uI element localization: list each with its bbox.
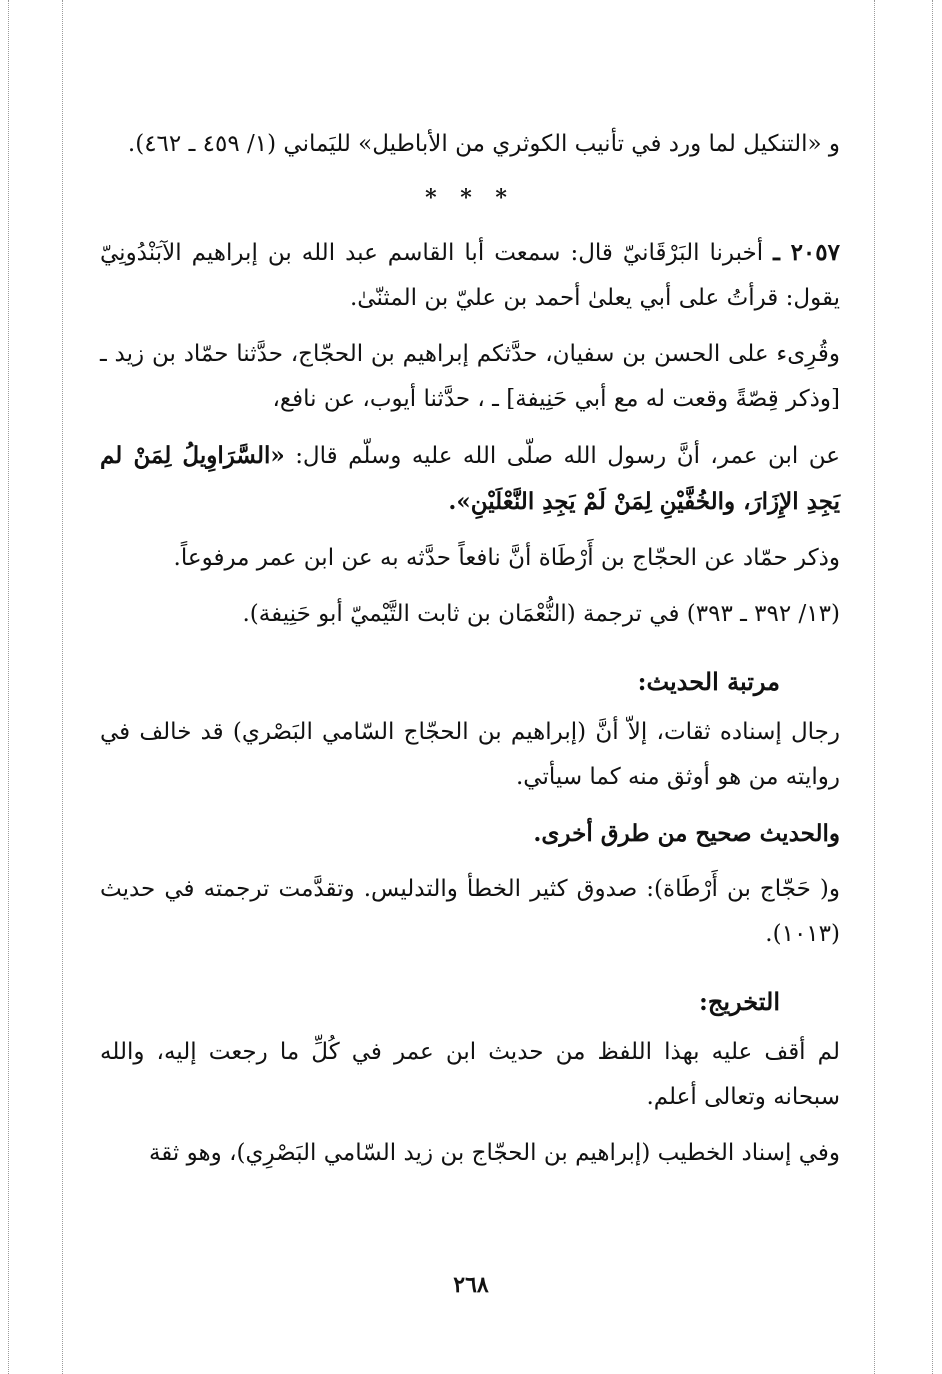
- inner-right-rule: [874, 0, 875, 1374]
- body-text: [100, 122, 840, 1187]
- hadith-isnad: أخبرنا البَرْقَانيّ قال: سمعت أبا القاسم عبد الله بن إبراهيم الآبَنْدُونِيّ يقول: قرأتُ على أبي يعلىٰ أحمد بن عليّ بن المثنّىٰ.: [100, 240, 840, 311]
- hadith-number: ٢٠٥٧ ـ: [773, 239, 840, 266]
- heading-hadith-grade: مرتبة الحديث:: [637, 667, 780, 696]
- paragraph-5: وذكر حمّاد عن الحجّاج بن أَرْطَاة أنَّ نافعاً حدَّثه به عن ابن عمر مرفوعاً.: [173, 545, 840, 571]
- paragraph-9: و( حَجّاج بن أَرْطَاة): صدوق كثير الخطأ والتدليس. وتقدَّمت ترجمته في حديث (١٠١٣).: [100, 876, 840, 947]
- page-number: ٢٦٨: [453, 1272, 489, 1298]
- paragraph-6: (١٣/ ٣٩٢ ـ ٣٩٣) في ترجمة (النُّعْمَان بن ثابت التَّيْميّ أبو حَنِيفة).: [242, 601, 840, 627]
- heading-takhrij: التخريج:: [699, 987, 780, 1016]
- paragraph-10: لم أقف عليه بهذا اللفظ من حديث ابن عمر في كُلِّ ما رجعت إليه، والله سبحانه وتعالى أعلم.: [100, 1039, 840, 1110]
- paragraph-11: وفي إسناد الخطيب (إبراهيم بن الحجّاج بن زيد السّامي البَصْرِي)، وهو ثقة: [148, 1140, 840, 1166]
- hadith-text: «السَّرَاوِيلُ لِمَنْ لم يَجِدِ الإِزَارَ، والخُفَّيْنِ لِمَنْ لَمْ يَجِدِ النَّعْلَيْنِ».: [100, 442, 840, 515]
- paragraph-1: و «التنكيل لما ورد في تأنيب الكوثري من الأباطيل» لليَماني (١/ ٤٥٩ ـ ٤٦٢).: [127, 131, 840, 157]
- paragraph-8: والحديث صحيح من طرق أخرى.: [533, 820, 840, 847]
- paragraph-4: [100, 433, 840, 525]
- hadith-intro: عن ابن عمر، أنَّ رسول الله صلّى الله عليه وسلّم قال:: [295, 443, 840, 469]
- right-margin-rule: [932, 0, 933, 1374]
- paragraph-3: وقُرِىء على الحسن بن سفيان، حدَّثكم إبراهيم بن الحجّاج، حدَّثنا حمّاد بن زيد ـ [وذكر قِصّةً وقعت له مع أبي حَنِيفة] ـ ، حدَّثنا أيوب، عن نافع،: [100, 341, 840, 412]
- inner-left-rule: [62, 0, 63, 1374]
- left-margin-rule: [8, 0, 9, 1374]
- section-separator: * * *: [425, 185, 515, 211]
- paragraph-7: رجال إسناده ثقات، إلاّ أنَّ (إبراهيم بن الحجّاج السّامي البَصْري) قد خالف في روايته من هو أوثق منه كما سيأتي.: [100, 719, 840, 790]
- paragraph-hadith-2057: [100, 230, 840, 321]
